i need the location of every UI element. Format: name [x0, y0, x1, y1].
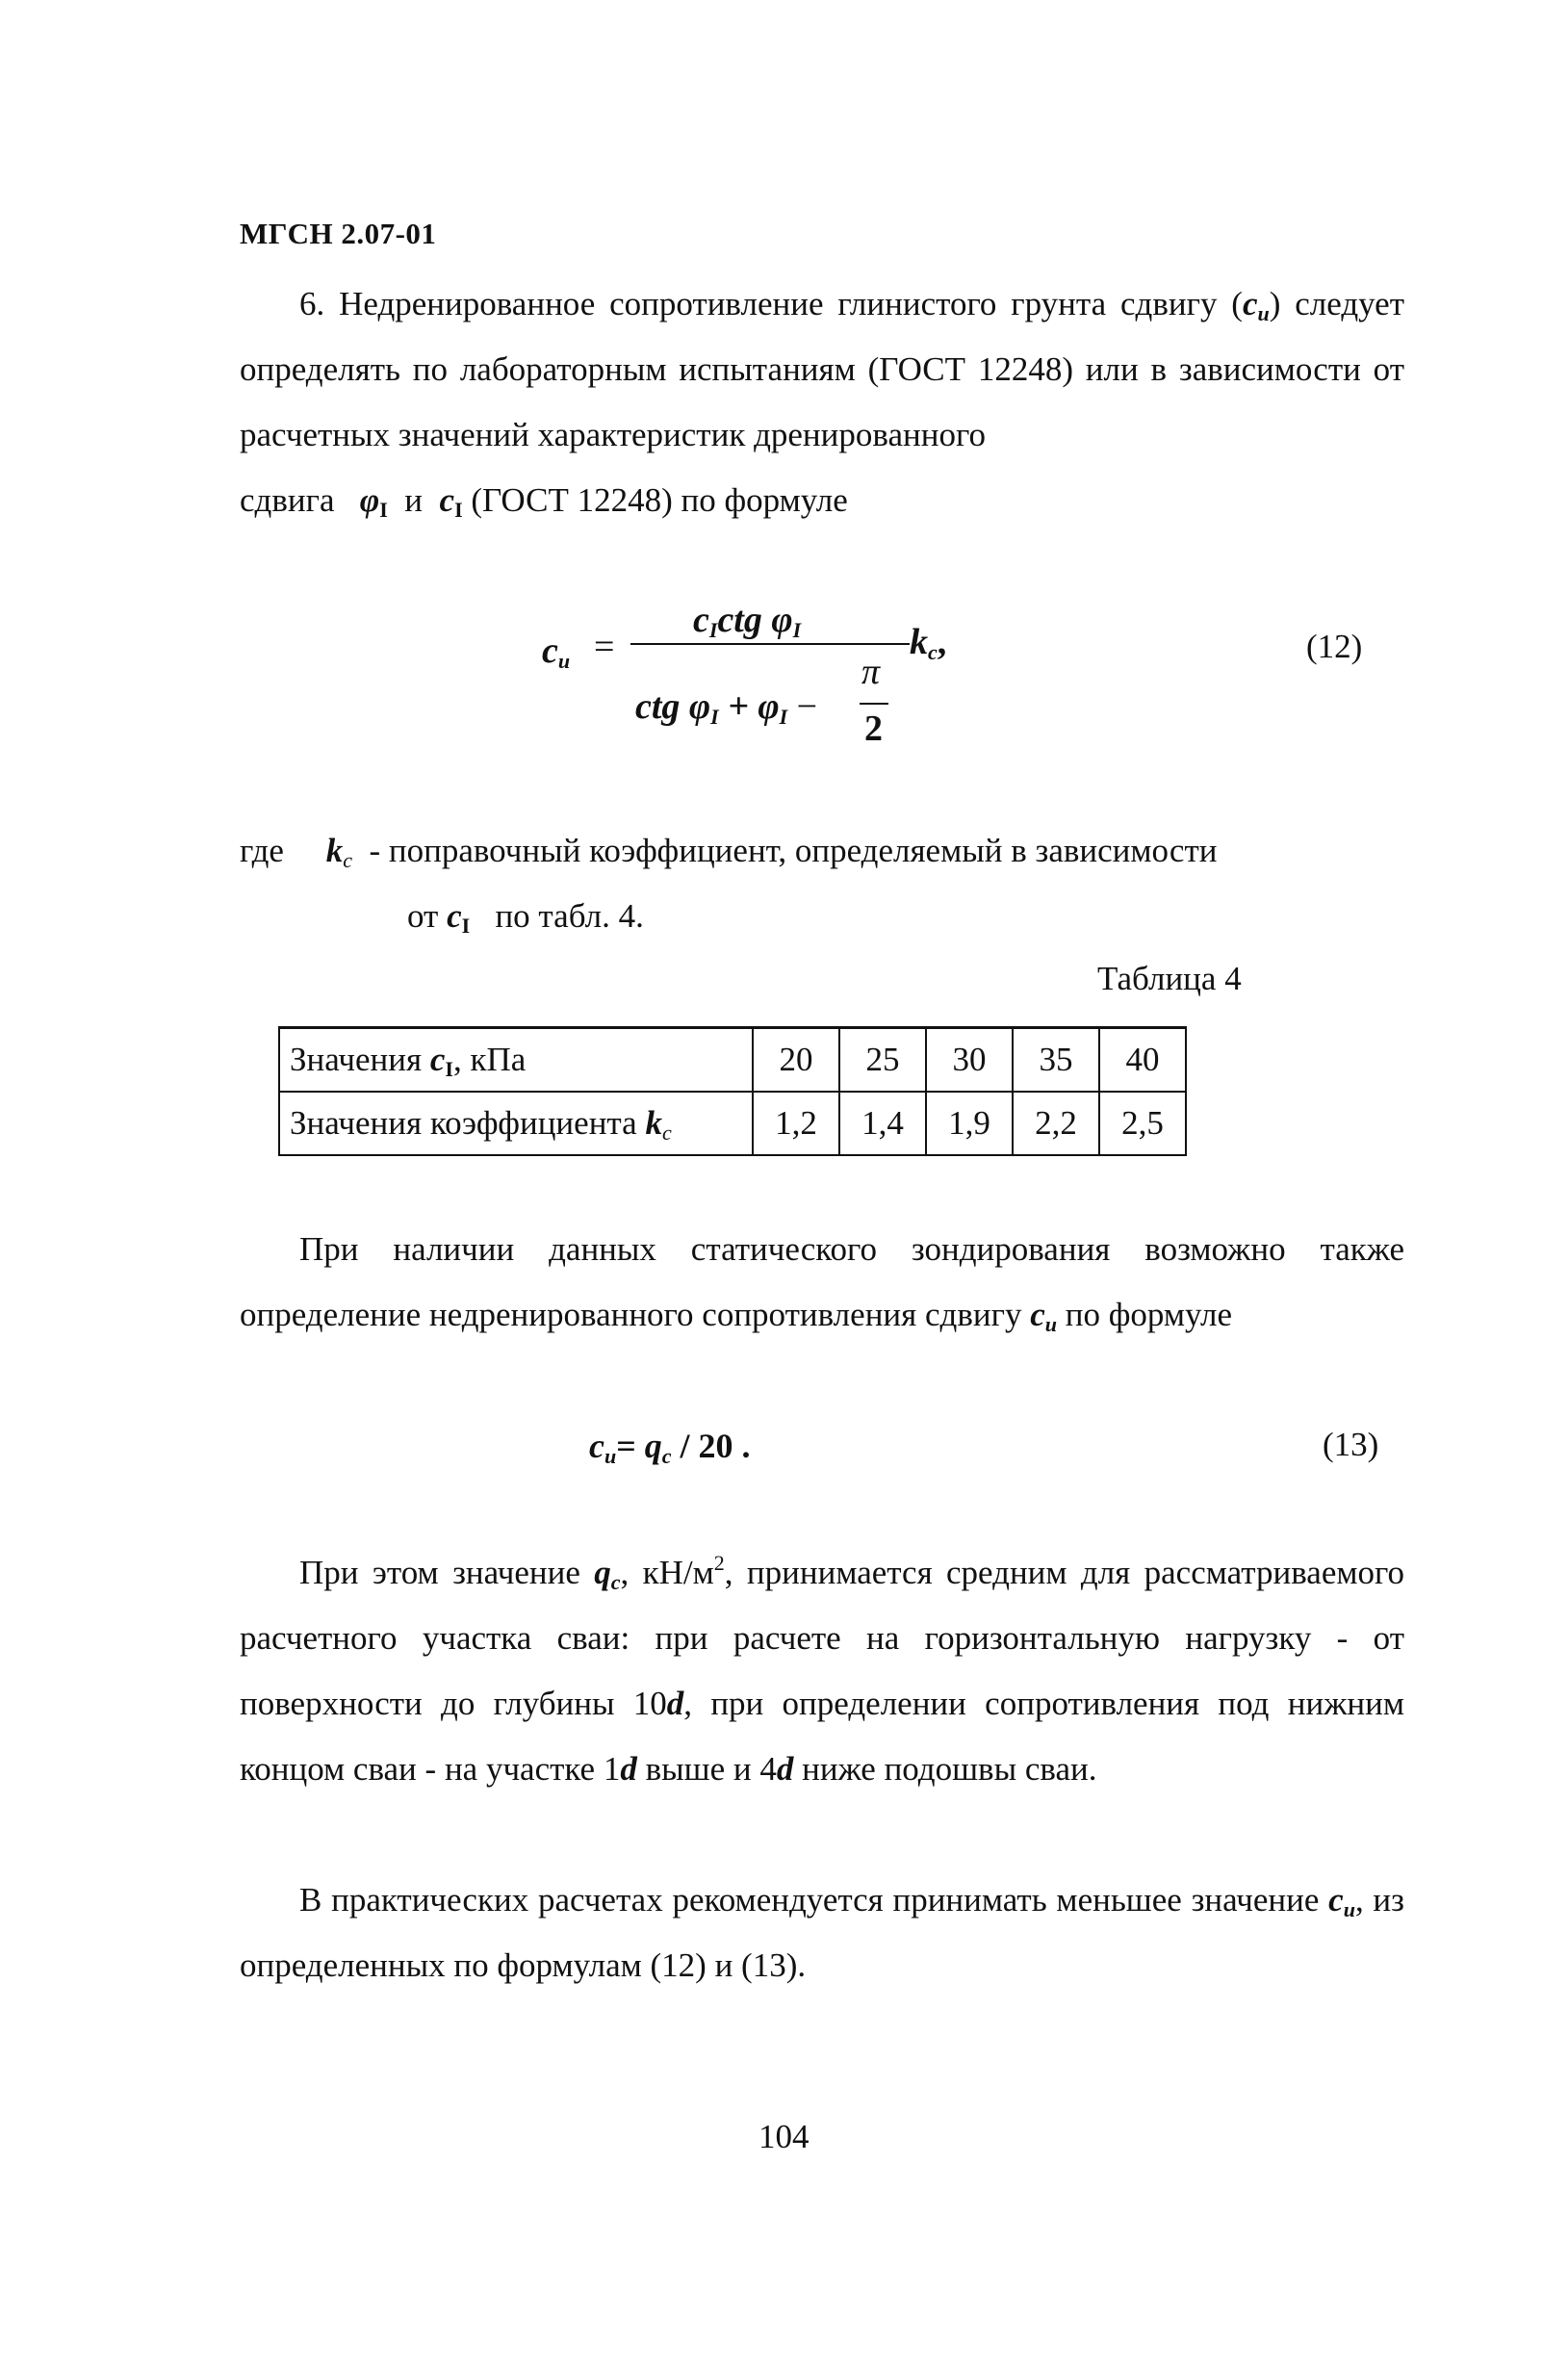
table-cell: 25	[839, 1028, 926, 1093]
variable-c: c	[1030, 1296, 1045, 1333]
table-cell: 1,4	[839, 1092, 926, 1155]
equation-number-13: (13)	[1323, 1426, 1379, 1463]
subscript: u	[1257, 301, 1270, 325]
subscript: I	[454, 498, 463, 522]
equation-number-12: (12)	[1306, 628, 1363, 665]
table-cell: 20	[753, 1028, 839, 1093]
text-run: )	[1269, 285, 1281, 322]
variable-q: q	[594, 1554, 611, 1591]
where-clause-line1: где $k_c$ - поправочный коэффициент, определяемый в зависимости	[240, 832, 1218, 872]
paragraph-static-sounding: При наличии данных статического зондирования возможно также определение недренированного сопротивления сдвигу $c_u$ по формуле	[240, 1230, 1404, 1336]
formula-equals: =	[594, 627, 615, 667]
text-run: следует определять по лабораторным испытаниям (ГОСТ 12248) или в	[240, 285, 1404, 388]
variable-d: d	[776, 1750, 794, 1788]
variable-d: d	[620, 1750, 637, 1788]
paragraph-qc: При этом значение $q_c$, $кН/м^2$, принимается средним для рассматриваемого расчетного участка сваи: при расчете на горизонтальную нагрузку - от поверхности до глубины 10d, при определении сопротивления под нижним концом сваи - на участке 1d выше и 4d ниже подошвы сваи.	[240, 1551, 1405, 1788]
variable-c: c	[447, 897, 462, 935]
variable-c: c	[1242, 285, 1258, 322]
text-run: (ГОСТ 12248) по формуле	[471, 481, 848, 519]
coefficient-k: $k_c$,	[910, 622, 947, 664]
table-cell: 2,2	[1013, 1092, 1099, 1155]
table-cell: 1,9	[926, 1092, 1013, 1155]
table-cell: 2,5	[1099, 1092, 1186, 1155]
where-clause-line2: от $c_I$ по табл. 4.	[407, 897, 644, 938]
variable-c: c	[1328, 1881, 1344, 1919]
table-row	[279, 1092, 1186, 1155]
variable-k: k	[325, 832, 344, 869]
table-cell: 1,2	[753, 1092, 839, 1155]
variable-phi: φ	[359, 481, 380, 519]
text-run: и	[404, 481, 424, 519]
text-run: сдвига	[240, 481, 335, 519]
denominator-two: 2	[864, 708, 883, 749]
table-cell: 35	[1013, 1028, 1099, 1093]
pi-fraction-line	[860, 703, 888, 705]
paragraph-6	[240, 271, 1404, 533]
formula-13: $c_u= q_c / 20$ .	[589, 1427, 751, 1468]
row-label-k: Значения коэффициента $k_c$	[279, 1092, 753, 1155]
fraction-line	[630, 643, 910, 645]
formula-lhs: $c_u$	[542, 631, 571, 673]
text-run: зависимости от расчетных значений характеристик дренированного	[240, 350, 1404, 453]
pi-symbol: π	[861, 652, 881, 692]
paragraph-final: В практических расчетах рекомендуется принимать меньшее значение $c_u$, из определенных по формулам (12) и (13).	[240, 1881, 1404, 1984]
table-4-title: Таблица 4	[1097, 960, 1242, 997]
table-cell: 30	[926, 1028, 1013, 1093]
row-label-c: Значения $c_I$, кПа	[279, 1028, 753, 1093]
table-row	[279, 1028, 1186, 1093]
document-code-header: МГСН 2.07-01	[240, 217, 437, 250]
subscript: I	[379, 498, 388, 522]
variable-c: c	[439, 481, 455, 519]
variable-d: d	[666, 1685, 684, 1722]
formula-numerator: $c_Ictg$ $\varphi_I$	[693, 600, 802, 642]
page-number: 104	[758, 2118, 810, 2155]
formula-denominator: ctg $\varphi_I + \varphi_I$ −	[635, 686, 818, 729]
table-4	[278, 1026, 1187, 1156]
table-cell: 40	[1099, 1028, 1186, 1093]
text-run: 6. Недренированное сопротивление глинистого грунта сдвигу (	[299, 285, 1243, 322]
